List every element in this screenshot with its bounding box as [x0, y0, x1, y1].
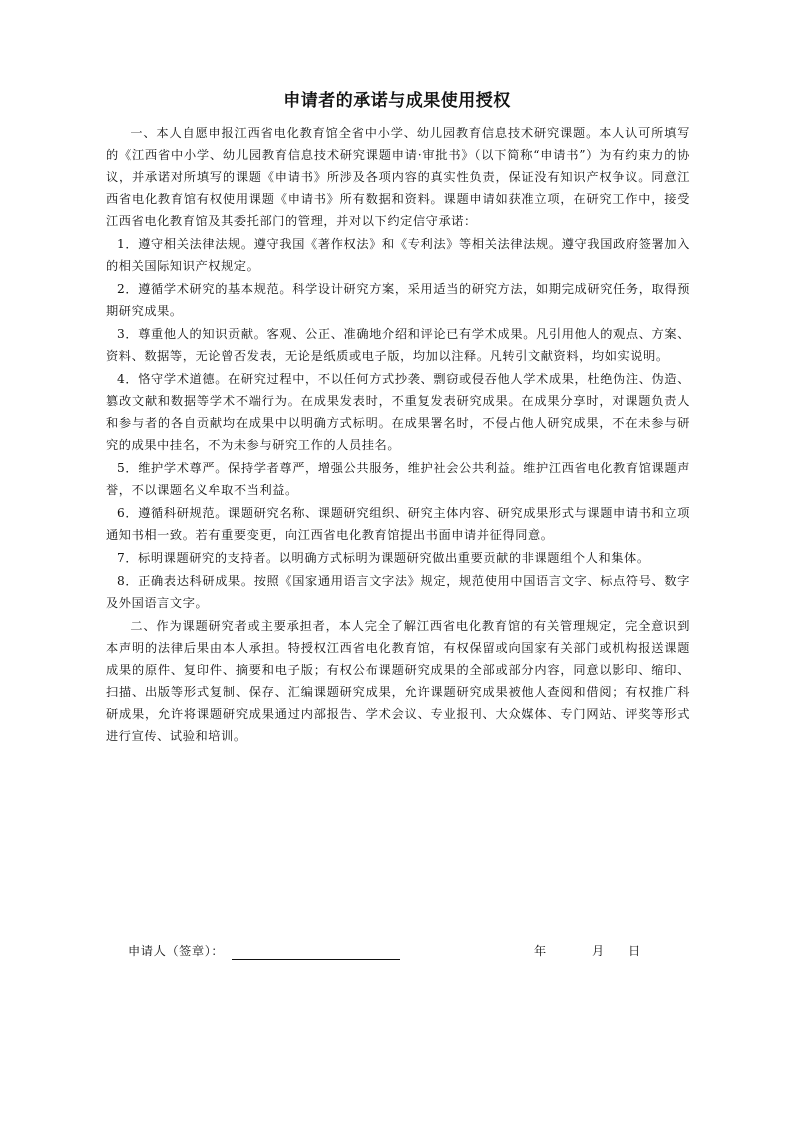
- paragraph-item-7: 7．标明课题研究的支持者。以明确方式标明为课题研究做出重要贡献的非课题组个人和集体。: [116, 551, 650, 565]
- paragraph-item-6: 6．遵循科研规范。课题研究名称、课题研究组织、研究主体内容、研究成果形式与课题申请书和立项通知书相一致。若有重要变更，向江西省电化教育馆提出书面申请并征得同意。: [106, 506, 690, 542]
- signature-label: 申请人（签章）：: [128, 944, 225, 958]
- date-day-label: 日: [628, 944, 641, 958]
- paragraph-item-5: 5．维护学术尊严。保持学者尊严，增强公共服务，维护社会公共利益。维护江西省电化教育馆课题声誉，不以课题名义牟取不当利益。: [106, 461, 690, 497]
- paragraph-item-1: 1．遵守相关法律法规。遵守我国《著作权法》和《专利法》等相关法律法规。遵守我国政府签署加入的相关国际知识产权规定。: [106, 237, 690, 273]
- document-body: [106, 122, 690, 748]
- paragraph-item-8: 8．正确表达科研成果。按照《国家通用语言文字法》规定，规范使用中国语言文字、标点符号、数字及外国语言文字。: [106, 574, 690, 610]
- paragraph-item-4: 4．恪守学术道德。在研究过程中，不以任何方式抄袭、剽窃或侵吞他人学术成果，杜绝伪注、伪造、篡改文献和数据等学术不端行为。在成果发表时，不重复发表研究成果。在成果分享时，对课题负责人和参与者的各自贡献均在成果中以明确方式标明。在成果署名时，不侵占他人研究成果，不在未参与研究的成果中挂名，不为未参与研究工作的人员挂名。: [106, 372, 690, 452]
- paragraph-item-2: 2．遵循学术研究的基本规范。科学设计研究方案，采用适当的研究方法，如期完成研究任务，取得预期研究成果。: [106, 282, 690, 318]
- date-month-label: 月: [592, 944, 605, 958]
- signature-row: [128, 942, 668, 964]
- paragraph-commitment-intro: 一、本人自愿申报江西省电化教育馆全省中小学、幼儿园教育信息技术研究课题。本人认可所填写的《江西省中小学、幼儿园教育信息技术研究课题申请·审批书》（以下简称“申请书”）为有约束力的协议，并承诺对所填写的课题《申请书》所涉及各项内容的真实性负责，保证没有知识产权争议。同意江西省电化教育馆有权使用课题《申请书》所有数据和资料。课题申请如获准立项，在研究工作中，接受江西省电化教育馆及其委托部门的管理，并对以下约定信守承诺：: [106, 126, 690, 228]
- date-year-label: 年: [534, 944, 547, 958]
- paragraph-authorization: 二、作为课题研究者或主要承担者，本人完全了解江西省电化教育馆的有关管理规定，完全意识到本声明的法律后果由本人承担。特授权江西省电化教育馆，有权保留或向国家有关部门或机构报送课题成果的原件、复印件、摘要和电子版；有权公布课题研究成果的全部或部分内容，同意以影印、缩印、扫描、出版等形式复制、保存、汇编课题研究成果，允许课题研究成果被他人查阅和借阅；有权推广科研成果，允许将课题研究成果通过内部报告、学术会议、专业报刊、大众媒体、专门网站、评奖等形式进行宣传、试验和培训。: [106, 619, 690, 743]
- signature-line[interactable]: [232, 959, 400, 960]
- paragraph-item-3: 3．尊重他人的知识贡献。客观、公正、准确地介绍和评论已有学术成果。凡引用他人的观点、方案、资料、数据等，无论曾否发表，无论是纸质或电子版，均加以注释。凡转引文献资料，均如实说明。: [106, 327, 690, 363]
- document-title: 申请者的承诺与成果使用授权: [283, 91, 511, 111]
